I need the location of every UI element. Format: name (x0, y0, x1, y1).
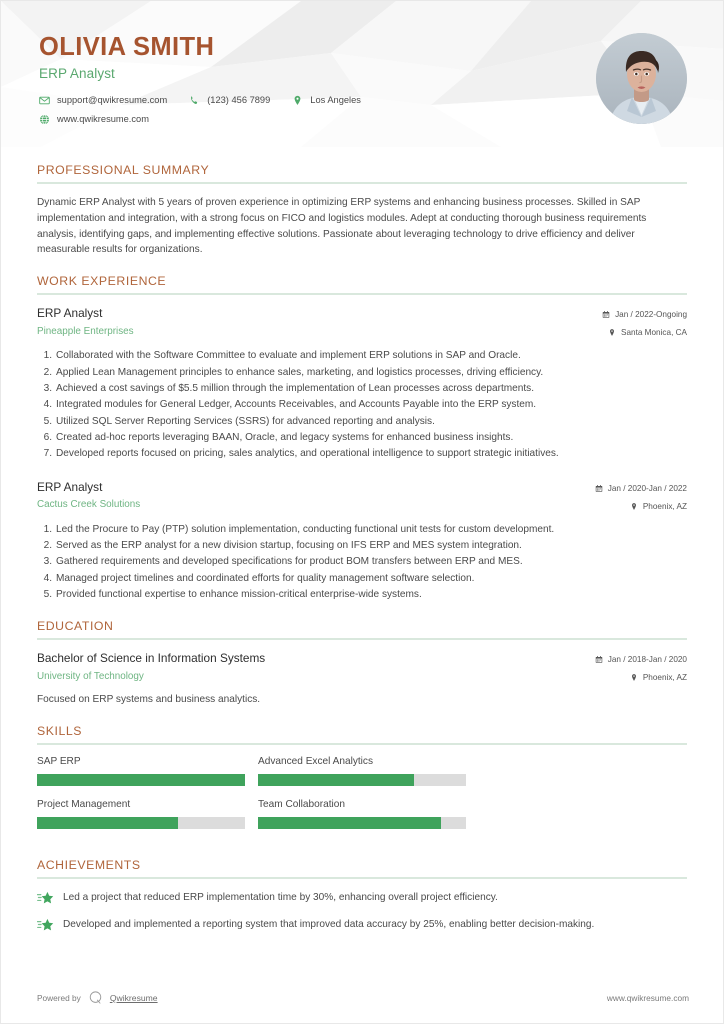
work-bullet-text: Applied Lean Management principles to enhance sales, marketing, and logistics processes, driving efficiency. (56, 366, 544, 378)
achievement-item (37, 890, 687, 906)
education-entry (37, 651, 687, 707)
work-bullet-number: 3. (43, 556, 52, 568)
work-bullet-number: 2. (43, 366, 52, 378)
avatar (596, 33, 687, 124)
education-location-text: Phoenix, AZ (642, 673, 687, 683)
achievement-text: Led a project that reduced ERP implementation time by 30%, enhancing overall project efficiency. (63, 891, 498, 903)
footer-brand-link[interactable]: Qwikresume (109, 992, 158, 1003)
work-bullet-number: 3. (43, 383, 52, 395)
skill-name: Project Management (37, 798, 131, 810)
star-icon (37, 918, 54, 933)
section-divider (37, 743, 687, 745)
work-bullet-number: 4. (43, 399, 52, 411)
education-dates (595, 653, 687, 666)
work-bullet-text: Led the Procure to Pay (PTP) solution implementation, conducting functional unit tests for custom development. (56, 523, 555, 535)
work-entry-meta (602, 306, 687, 339)
skill-progress-track (37, 817, 245, 829)
skill-name: Advanced Excel Analytics (258, 755, 374, 767)
work-bullet-number: 1. (43, 350, 52, 362)
section-title-education: EDUCATION (37, 619, 114, 634)
section-education (1, 619, 723, 707)
work-entry-meta (595, 480, 687, 513)
page-footer (1, 990, 724, 1005)
work-bullet (37, 446, 687, 462)
work-bullet (37, 381, 687, 397)
section-title-achievements: ACHIEVEMENTS (37, 857, 141, 872)
contact-location (292, 95, 361, 106)
work-bullet (37, 587, 687, 603)
footer-site-url: www.qwikresume.com (606, 992, 689, 1003)
contact-website-text: www.qwikresume.com (57, 114, 149, 125)
work-entry-header (37, 480, 687, 513)
work-location-text: Santa Monica, CA (621, 328, 687, 338)
summary-text: Dynamic ERP Analyst with 5 years of proven experience in optimizing ERP systems and enhancing business processes. Skilled in SAP implementation and integration, with a strong focus on FICO and logistics modules. Adept at conducting thorough business requirements analysis, identifying gaps, and implementing effective solutions. Passionate about leveraging technology to drive efficiency and deliver measurable results for organizations. (37, 197, 647, 256)
work-bullet (37, 571, 687, 587)
work-dates (602, 308, 687, 321)
candidate-role: ERP Analyst (39, 65, 115, 81)
education-entry-heading (37, 651, 595, 682)
section-title-skills: SKILLS (37, 723, 83, 738)
section-divider (37, 182, 687, 184)
contact-email-text: support@qwikresume.com (57, 95, 168, 106)
section-title-summary: PROFESSIONAL SUMMARY (37, 163, 210, 177)
skill-item (258, 756, 479, 786)
achievement-item (37, 917, 687, 933)
work-bullet (37, 348, 687, 364)
contact-phone[interactable] (189, 95, 270, 106)
skill-progress-track (37, 774, 245, 786)
education-entry-meta (595, 651, 687, 684)
achievement-text: Developed and implemented a reporting system that improved data accuracy by 25%, enabling better decision-making. (63, 918, 595, 930)
work-bullet (37, 554, 687, 570)
work-entry-heading (37, 306, 602, 337)
work-bullet-text: Managed project timelines and coordinated efforts for quality management software selection. (56, 572, 475, 584)
achievement-list (37, 890, 687, 934)
education-location (595, 671, 687, 684)
skill-progress-fill (37, 774, 245, 786)
work-bullet-text: Integrated modules for General Ledger, Accounts Receivables, and Accounts Payable into the ERP system. (56, 399, 537, 411)
location-pin-icon (630, 502, 638, 511)
globe-icon (39, 114, 50, 125)
star-icon (37, 891, 54, 906)
work-bullet (37, 397, 687, 413)
education-dates-text: Jan / 2018-Jan / 2020 (607, 655, 687, 665)
work-bullet-number: 2. (43, 540, 52, 552)
work-bullet-text: Served as the ERP analyst for a new division startup, focusing on IFS ERP and MES system integration. (56, 540, 522, 552)
work-bullet-text: Gathered requirements and developed specifications for product BOM transfers between ERP and MES. (56, 556, 523, 568)
phone-icon (189, 95, 200, 106)
section-professional-summary (1, 163, 723, 258)
work-dates (595, 482, 687, 495)
footer-powered-label: Powered by (37, 992, 81, 1003)
candidate-name: OLIVIA SMITH (39, 33, 215, 61)
work-job-title: ERP Analyst (37, 479, 103, 494)
skills-grid (37, 756, 687, 842)
work-entry (37, 480, 687, 604)
calendar-icon (595, 484, 603, 493)
work-bullet (37, 365, 687, 381)
work-bullet (37, 430, 687, 446)
location-pin-icon (608, 328, 616, 337)
work-bullet-text: Utilized SQL Server Reporting Services (SSRS) for advanced reporting and analysis. (56, 415, 435, 427)
skill-progress-fill (37, 817, 178, 829)
work-location (595, 500, 687, 513)
contact-email[interactable] (39, 95, 167, 106)
work-bullet-text: Achieved a cost savings of $5.5 million through the implementation of Lean processes across departments. (56, 383, 535, 395)
qwikresume-logo-icon (88, 990, 103, 1005)
work-job-title: ERP Analyst (37, 306, 103, 321)
work-bullet-number: 4. (43, 572, 52, 584)
work-bullet-text: Developed reports focused on pricing, sales analytics, and operational intelligence to support strategic initiatives. (56, 448, 559, 460)
work-location (602, 326, 687, 339)
work-bullet-number: 1. (43, 523, 52, 535)
work-bullet-text: Provided functional expertise to enhance mission-critical enterprise-wide systems. (56, 588, 422, 600)
location-pin-icon (630, 673, 638, 682)
work-bullet-number: 7. (43, 448, 52, 460)
contact-location-text: Los Angeles (310, 95, 361, 106)
skill-item (258, 799, 479, 829)
work-bullet-list (37, 522, 687, 603)
work-entry-header (37, 306, 687, 339)
section-achievements (1, 858, 723, 934)
education-degree: Bachelor of Science in Information Systems (37, 651, 266, 666)
contact-website[interactable] (39, 114, 149, 125)
calendar-icon (602, 310, 610, 319)
email-icon (39, 95, 50, 106)
work-bullet-number: 6. (43, 431, 52, 443)
section-divider (37, 293, 687, 295)
work-location-text: Phoenix, AZ (642, 501, 687, 511)
skill-name: SAP ERP (37, 755, 81, 767)
skill-progress-track (258, 774, 466, 786)
skill-item (37, 799, 258, 829)
education-entry-list (37, 651, 687, 707)
calendar-icon (595, 655, 603, 664)
work-bullet-list (37, 348, 687, 462)
section-title-work: WORK EXPERIENCE (37, 274, 167, 289)
work-bullet-text: Created ad-hoc reports leveraging BAAN, Oracle, and legacy systems for enhanced business insights. (56, 431, 514, 443)
work-entry-heading (37, 480, 595, 511)
work-dates-text: Jan / 2022-Ongoing (615, 310, 687, 320)
section-work-experience (1, 274, 723, 603)
education-school: University of Technology (37, 671, 144, 683)
section-divider (37, 877, 687, 879)
work-entry-list (37, 306, 687, 603)
resume-header (1, 1, 723, 147)
work-bullet (37, 414, 687, 430)
work-bullet (37, 538, 687, 554)
work-company-name: Cactus Creek Solutions (37, 499, 141, 511)
work-bullet (37, 522, 687, 538)
skill-name: Team Collaboration (258, 798, 345, 810)
skill-progress-fill (258, 774, 414, 786)
contact-phone-text: (123) 456 7899 (207, 95, 271, 106)
work-dates-text: Jan / 2020-Jan / 2022 (607, 483, 687, 493)
location-pin-icon (292, 95, 303, 106)
section-divider (37, 638, 687, 640)
work-bullet-number: 5. (43, 415, 52, 427)
work-bullet-text: Collaborated with the Software Committee to evaluate and implement ERP solutions in SAP and Oracle. (56, 350, 521, 362)
skill-item (37, 756, 258, 786)
skill-progress-fill (258, 817, 441, 829)
work-bullet-number: 5. (43, 588, 52, 600)
footer-powered-by (37, 990, 158, 1005)
work-entry (37, 306, 687, 462)
education-note: Focused on ERP systems and business analytics. (37, 693, 261, 705)
section-skills (1, 724, 723, 842)
work-company-name: Pineapple Enterprises (37, 326, 134, 338)
education-entry-header (37, 651, 687, 684)
skill-progress-track (258, 817, 466, 829)
